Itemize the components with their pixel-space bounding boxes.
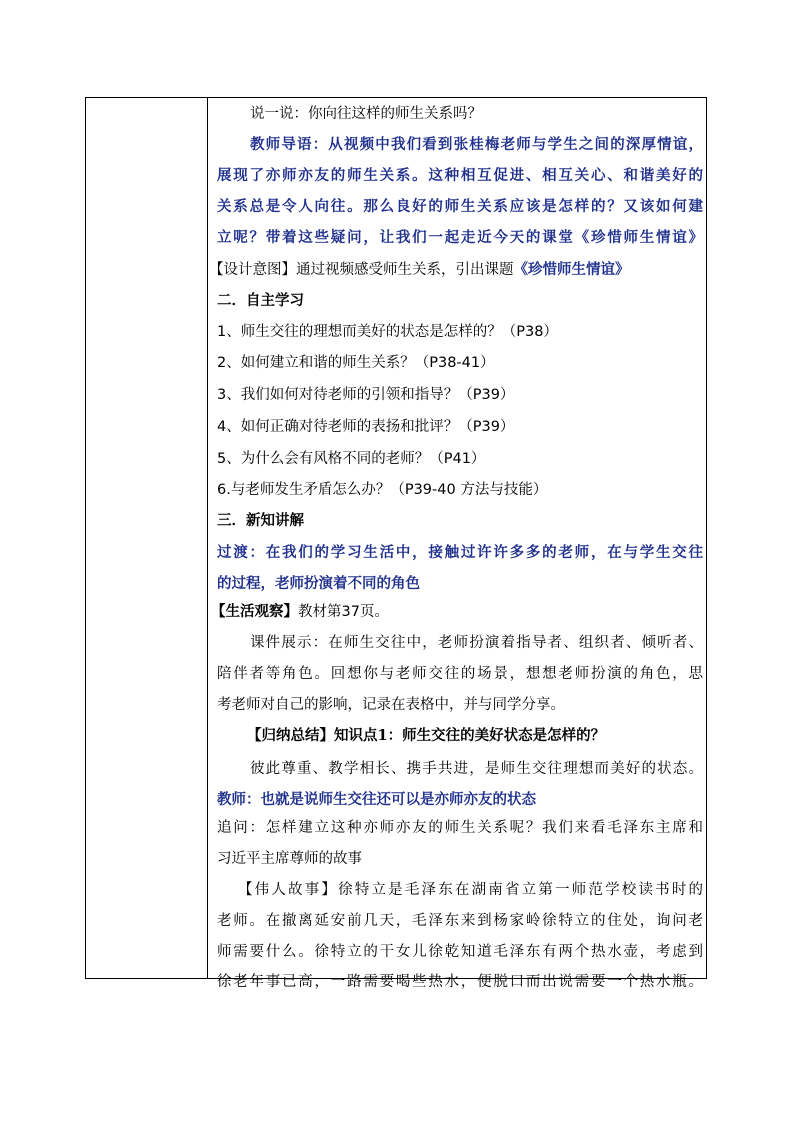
summary-line — [247, 727, 605, 745]
life-observation-line — [211, 603, 389, 621]
question-5: 5、为什么会有风格不同的老师？（P41） — [217, 451, 486, 467]
courseware-line-3: 考老师对自己的影响，记录在表格中，并与同学分享。 — [217, 697, 565, 713]
design-intent-line — [209, 261, 630, 279]
teacher-intro-line-1: 教师导语：从视频中我们看到张桂梅老师与学生之间的深厚情谊， — [250, 136, 703, 153]
teacher-intro-line-2: 展现了亦师亦友的师生关系。这种相互促进、相互关心、和谐美好的 — [217, 167, 703, 184]
follow-up-line-1: 追问：怎样建立这种亦师亦友的师生关系呢？我们来看毛泽东主席和 — [217, 820, 703, 836]
column-divider — [207, 98, 208, 978]
transition-line-2: 的过程，老师扮演着不同的角色 — [217, 575, 420, 592]
life-observation-text: 教材第37页。 — [298, 604, 389, 620]
question-2: 2、如何建立和谐的师生关系？（P38-41） — [217, 355, 495, 371]
story-line-1 — [238, 881, 703, 899]
prompt-line: 说一说：你向往这样的师生关系吗？ — [250, 106, 482, 122]
knowledge-point-1: 知识点1：师生交往的美好状态是怎样的？ — [334, 727, 606, 744]
story-line-3: 师需要什么。徐特立的干女儿徐乾知道毛泽东有两个热水壶，考虑到 — [217, 944, 703, 960]
design-intent-text: 通过视频感受师生关系，引出课题 — [296, 262, 514, 278]
story-text-1: 徐特立是毛泽东在湖南省立第一师范学校读书时的 — [338, 882, 704, 898]
section-heading-new-knowledge: 三．新知讲解 — [217, 513, 304, 529]
life-observation-tag: 【生活观察】 — [211, 604, 298, 620]
teacher-remark: 教师：也就是说师生交往还可以是亦师亦友的状态 — [217, 791, 536, 808]
follow-up-line-2: 习近平主席尊师的故事 — [217, 851, 362, 867]
courseware-line-2: 陪伴者等角色。回想你与老师交往的场景，想想老师扮演的角色，思 — [217, 666, 703, 682]
answer-line: 彼此尊重、教学相长、携手共进，是师生交往理想而美好的状态。 — [250, 761, 703, 777]
courseware-line-1: 课件展示：在师生交往中，老师扮演着指导者、组织者、倾听者、 — [250, 635, 703, 651]
summary-tag: 【归纳总结】 — [247, 728, 334, 744]
teacher-intro-line-4: 立呢？带着这些疑问，让我们一起走近今天的课堂《珍惜师生情谊》 — [217, 229, 703, 246]
great-figure-story-tag: 【伟人故事】 — [238, 882, 339, 898]
question-3: 3、我们如何对待老师的引领和指导？（P39） — [217, 387, 515, 403]
question-6: 6.与老师发生矛盾怎么办？（P39-40 方法与技能） — [217, 482, 548, 498]
section-heading-self-study: 二．自主学习 — [217, 293, 304, 309]
story-line-2: 老师。在撤离延安前几天，毛泽东来到杨家岭徐特立的住处，询问老 — [217, 913, 703, 929]
design-intent-tag: 【设计意图】 — [209, 262, 296, 278]
lesson-title: 《珍惜师生情谊》 — [513, 261, 630, 278]
question-1: 1、师生交往的理想而美好的状态是怎样的？（P38） — [217, 324, 558, 340]
teacher-intro-line-3: 关系总是令人向往。那么良好的师生关系应该是怎样的？又该如何建 — [217, 198, 703, 215]
lesson-table — [85, 97, 707, 990]
question-4: 4、如何正确对待老师的表扬和批评？（P39） — [217, 419, 515, 435]
story-line-4: 徐老年事已高，一路需要喝些热水，便脱口而出说需要一个热水瓶。 — [217, 974, 703, 990]
transition-line-1: 过渡：在我们的学习生活中，接触过许许多多的老师，在与学生交往 — [217, 544, 703, 561]
